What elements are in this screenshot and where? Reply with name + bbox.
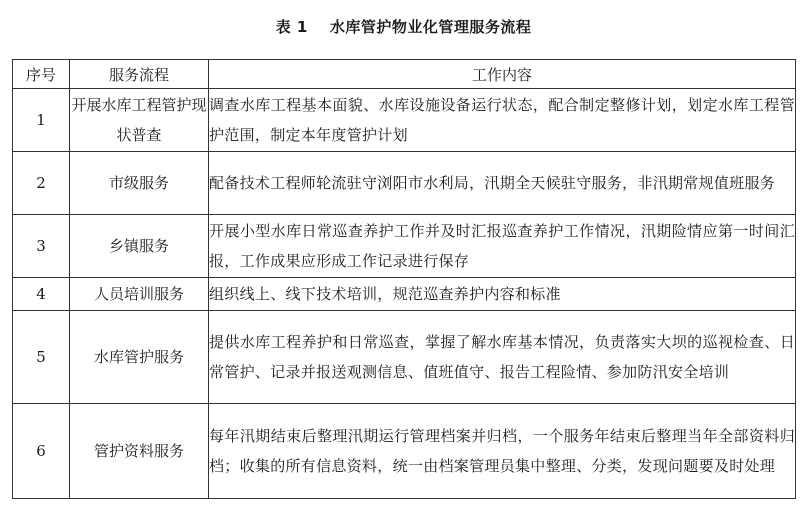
table-title: 水库管护物业化管理服务流程	[329, 18, 532, 36]
row-content: 组织线上、线下技术培训，规范巡查养护内容和标准	[209, 278, 796, 311]
table-caption	[0, 16, 807, 37]
row-index: 2	[13, 152, 70, 215]
row-process: 乡镇服务	[70, 215, 209, 278]
service-process-table	[12, 59, 796, 499]
row-index: 5	[13, 311, 70, 404]
row-index: 4	[13, 278, 70, 311]
table-row	[13, 404, 796, 499]
table-row	[13, 152, 796, 215]
row-process: 管护资料服务	[70, 404, 209, 499]
row-index: 3	[13, 215, 70, 278]
table-row	[13, 215, 796, 278]
table-row	[13, 89, 796, 152]
row-content: 开展小型水库日常巡查养护工作并及时汇报巡查养护工作情况，汛期险情应第一时间汇报，工作成果应形成工作记录进行保存	[209, 215, 796, 278]
table-row	[13, 278, 796, 311]
row-index: 1	[13, 89, 70, 152]
row-content: 配备技术工程师轮流驻守浏阳市水利局，汛期全天候驻守服务，非汛期常规值班服务	[209, 152, 796, 215]
row-content: 每年汛期结束后整理汛期运行管理档案并归档，一个服务年结束后整理当年全部资料归档；收集的所有信息资料，统一由档案管理员集中整理、分类，发现问题要及时处理	[209, 404, 796, 499]
row-content: 调查水库工程基本面貌、水库设施设备运行状态，配合制定整修计划，划定水库工程管护范围，制定本年度管护计划	[209, 89, 796, 152]
row-process: 人员培训服务	[70, 278, 209, 311]
row-content: 提供水库工程养护和日常巡查，掌握了解水库基本情况，负责落实大坝的巡视检查、日常管护、记录并报送观测信息、值班值守、报告工程险情、参加防汛安全培训	[209, 311, 796, 404]
header-index: 序号	[13, 60, 70, 89]
row-process: 市级服务	[70, 152, 209, 215]
row-index: 6	[13, 404, 70, 499]
table-row	[13, 311, 796, 404]
row-process: 水库管护服务	[70, 311, 209, 404]
header-content: 工作内容	[209, 60, 796, 89]
table-number: 表 1	[275, 18, 308, 36]
header-row	[13, 60, 796, 89]
row-process: 开展水库工程管护现状普查	[70, 89, 209, 152]
header-process: 服务流程	[70, 60, 209, 89]
